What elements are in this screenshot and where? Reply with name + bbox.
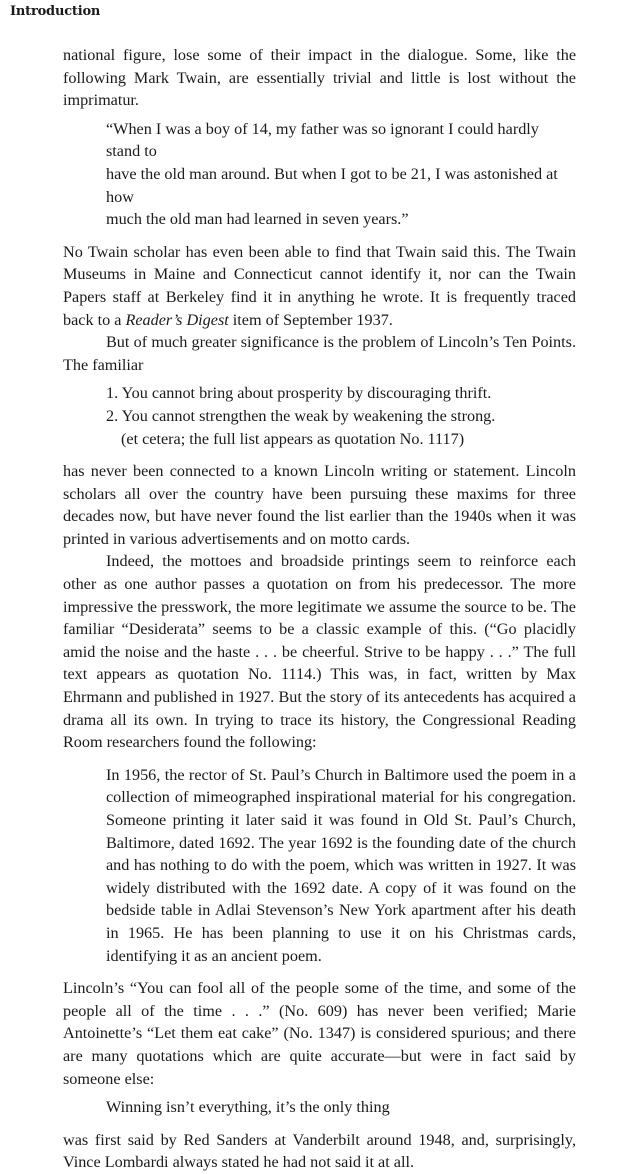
page-body [63,44,576,1174]
ten-points-list [106,382,576,450]
quote-line: much the old man had learned in seven years.” [106,210,409,229]
list-item: 2. You cannot strengthen the weak by weakening the strong. [106,406,496,425]
section-header: Introduction [10,4,101,19]
quote-line: “When I was a boy of 14, my father was so ignorant I could hardly stand to [106,119,539,161]
block-quote-desiderata: In 1956, the rector of St. Paul’s Church in Baltimore used the poem in a collection of mimeographed inspirational material for his congregation. Someone printing it later said it was found in Old St. Paul’s Church, Baltimore, dated 1692. The year 1692 is the founding date of the church and has nothing to do with the poem, which was written in 1927. It was widely distributed with the 1692 date. A copy of it was found on the bedside table in Adlai Stevenson’s New York apartment after his death in 1965. He has been planning to use it on his Christmas cards, identifying it as an ancient poem. [106,765,576,965]
list-item: 1. You cannot bring about prosperity by discouraging thrift. [106,384,492,403]
block-quote-winning: Winning isn’t everything, it’s the only thing [106,1098,390,1117]
italic-title: Reader’s Digest [125,310,229,329]
list-note: (et cetera; the full list appears as quotation No. 1117) [121,429,465,448]
paragraph: Lincoln’s “You can fool all of the people some of the time, and some of the people all of the time . . .” (No. 609) has never been verified; Marie Antoinette’s “Let them eat cake” (No. 1347) is considered spurious; and there are many quotations which are quite accurate—but were in fact said by someone else: [63,979,576,1088]
paragraph [63,241,576,331]
paragraph: national figure, lose some of their impact in the dialogue. Some, like the following Mark Twain, are essentially trivial and little is lost without the imprimatur. [63,46,576,110]
block-quote-twain [106,118,576,231]
paragraph: has never been connected to a known Lincoln writing or statement. Lincoln scholars all over the country have been pursuing these maxims for three decades now, but have never found the list earlier than the 1940s when it was printed in various advertisements and on motto cards. [63,462,576,548]
paragraph: was first said by Red Sanders at Vanderbilt around 1948, and, surprisingly, Vince Lombardi always stated he had not said it at all. [63,1130,576,1172]
paragraph-text: No Twain scholar has even been able to find that Twain said this. The Twain Museums in Maine and Connecticut cannot identify it, nor can the Twain Papers staff at Berkeley find it in anything he wrote. It is frequently traced back to a [63,242,576,329]
paragraph: Indeed, the mottoes and broadside printings seem to reinforce each other as one author passes a quotation on from his predecessor. The more impressive the presswork, the more legitimate we assume the source to be. The familiar “Desiderata” seems to be a classic example of this. (“Go placidly amid the noise and the haste . . . be cheerful. Strive to be happy . . .” The full text appears as quotation No. 1114.) This was, in fact, written by Max Ehrmann and published in 1927. But the story of its antecedents has acquired a drama all its own. In trying to trace its history, the Congressional Reading Room researchers found the following: [63,552,576,752]
quote-line: have the old man around. But when I got to be 21, I was astonished at how [106,164,558,206]
paragraph: But of much greater significance is the problem of Lincoln’s Ten Points. The familiar [63,333,576,374]
paragraph-text: item of September 1937. [228,310,393,329]
